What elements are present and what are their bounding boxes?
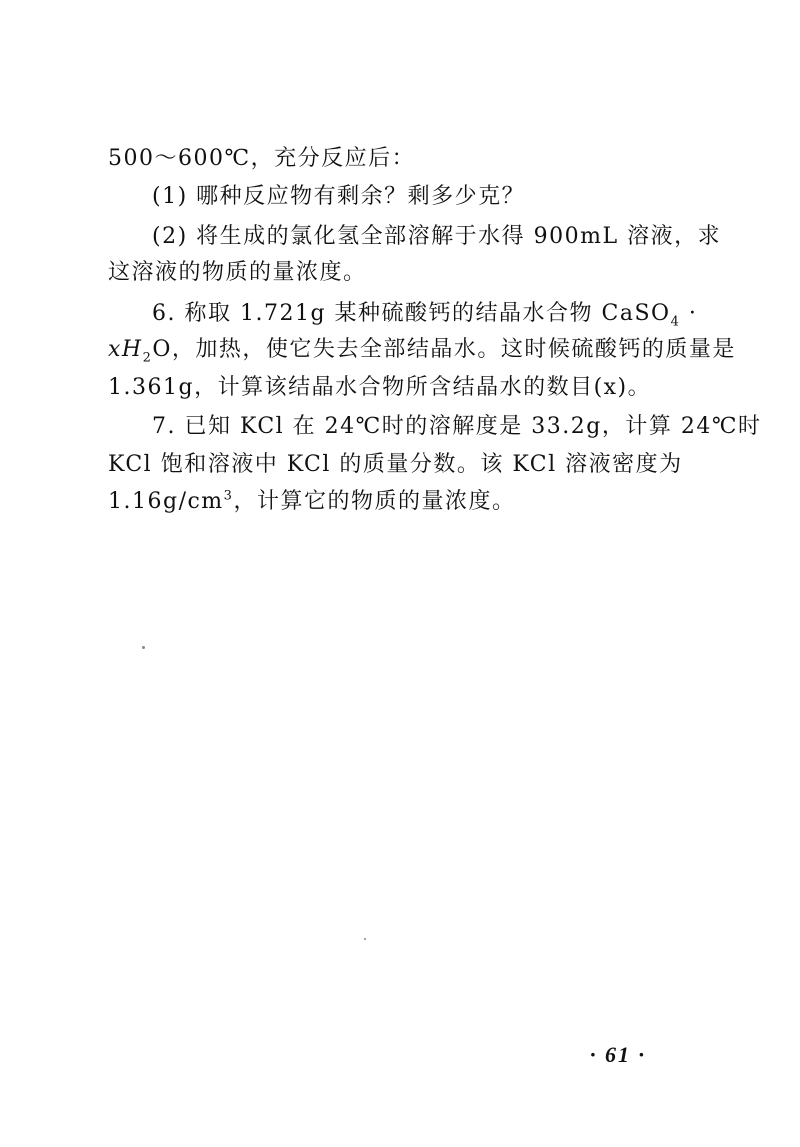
subscript: 2 [142, 350, 153, 366]
text-line-4 [108, 258, 698, 288]
text: 这溶液的物质的量浓度。 [108, 260, 367, 285]
text: 1.361g，计算该结晶水合物所含结晶水的数目(x)。 [108, 375, 652, 400]
question-1 [152, 182, 698, 212]
text: (2) 将生成的氯化氢全部溶解于水得 900mL 溶液，求 [152, 224, 722, 249]
text: KCl 饱和溶液中 KCl 的质量分数。该 KCl 溶液密度为 [108, 452, 683, 477]
text: 6. 称取 1.721g 某种硫酸钙的结晶水合物 CaSO [152, 301, 671, 326]
scan-speck [364, 938, 366, 940]
problem-6 [152, 299, 698, 329]
text: ，计算它的物质的量浓度。 [233, 489, 516, 514]
text-line-9 [108, 450, 698, 480]
text-line-6 [108, 335, 736, 366]
text-line-10 [108, 487, 698, 517]
text: 1.16g/cm [108, 489, 224, 514]
subscript: 4 [670, 314, 681, 330]
page-number: · 61 · [590, 1042, 646, 1067]
text: · [680, 301, 698, 326]
text: xH [108, 337, 143, 362]
text: (1) 哪种反应物有剩余？剩多少克？ [152, 184, 526, 209]
text-line-1 [108, 144, 698, 174]
text: 7. 已知 KCl 在 24℃时的溶解度是 33.2g，计算 24℃时 [152, 414, 762, 439]
text: 500～600℃，充分反应后： [108, 146, 416, 171]
scan-speck [142, 646, 145, 649]
superscript: 3 [223, 488, 234, 504]
question-2 [152, 222, 722, 252]
problem-7 [152, 412, 762, 442]
text: O，加热，使它失去全部结晶水。这时候硫酸钙的质量是 [152, 337, 736, 362]
text-line-7 [108, 373, 698, 403]
